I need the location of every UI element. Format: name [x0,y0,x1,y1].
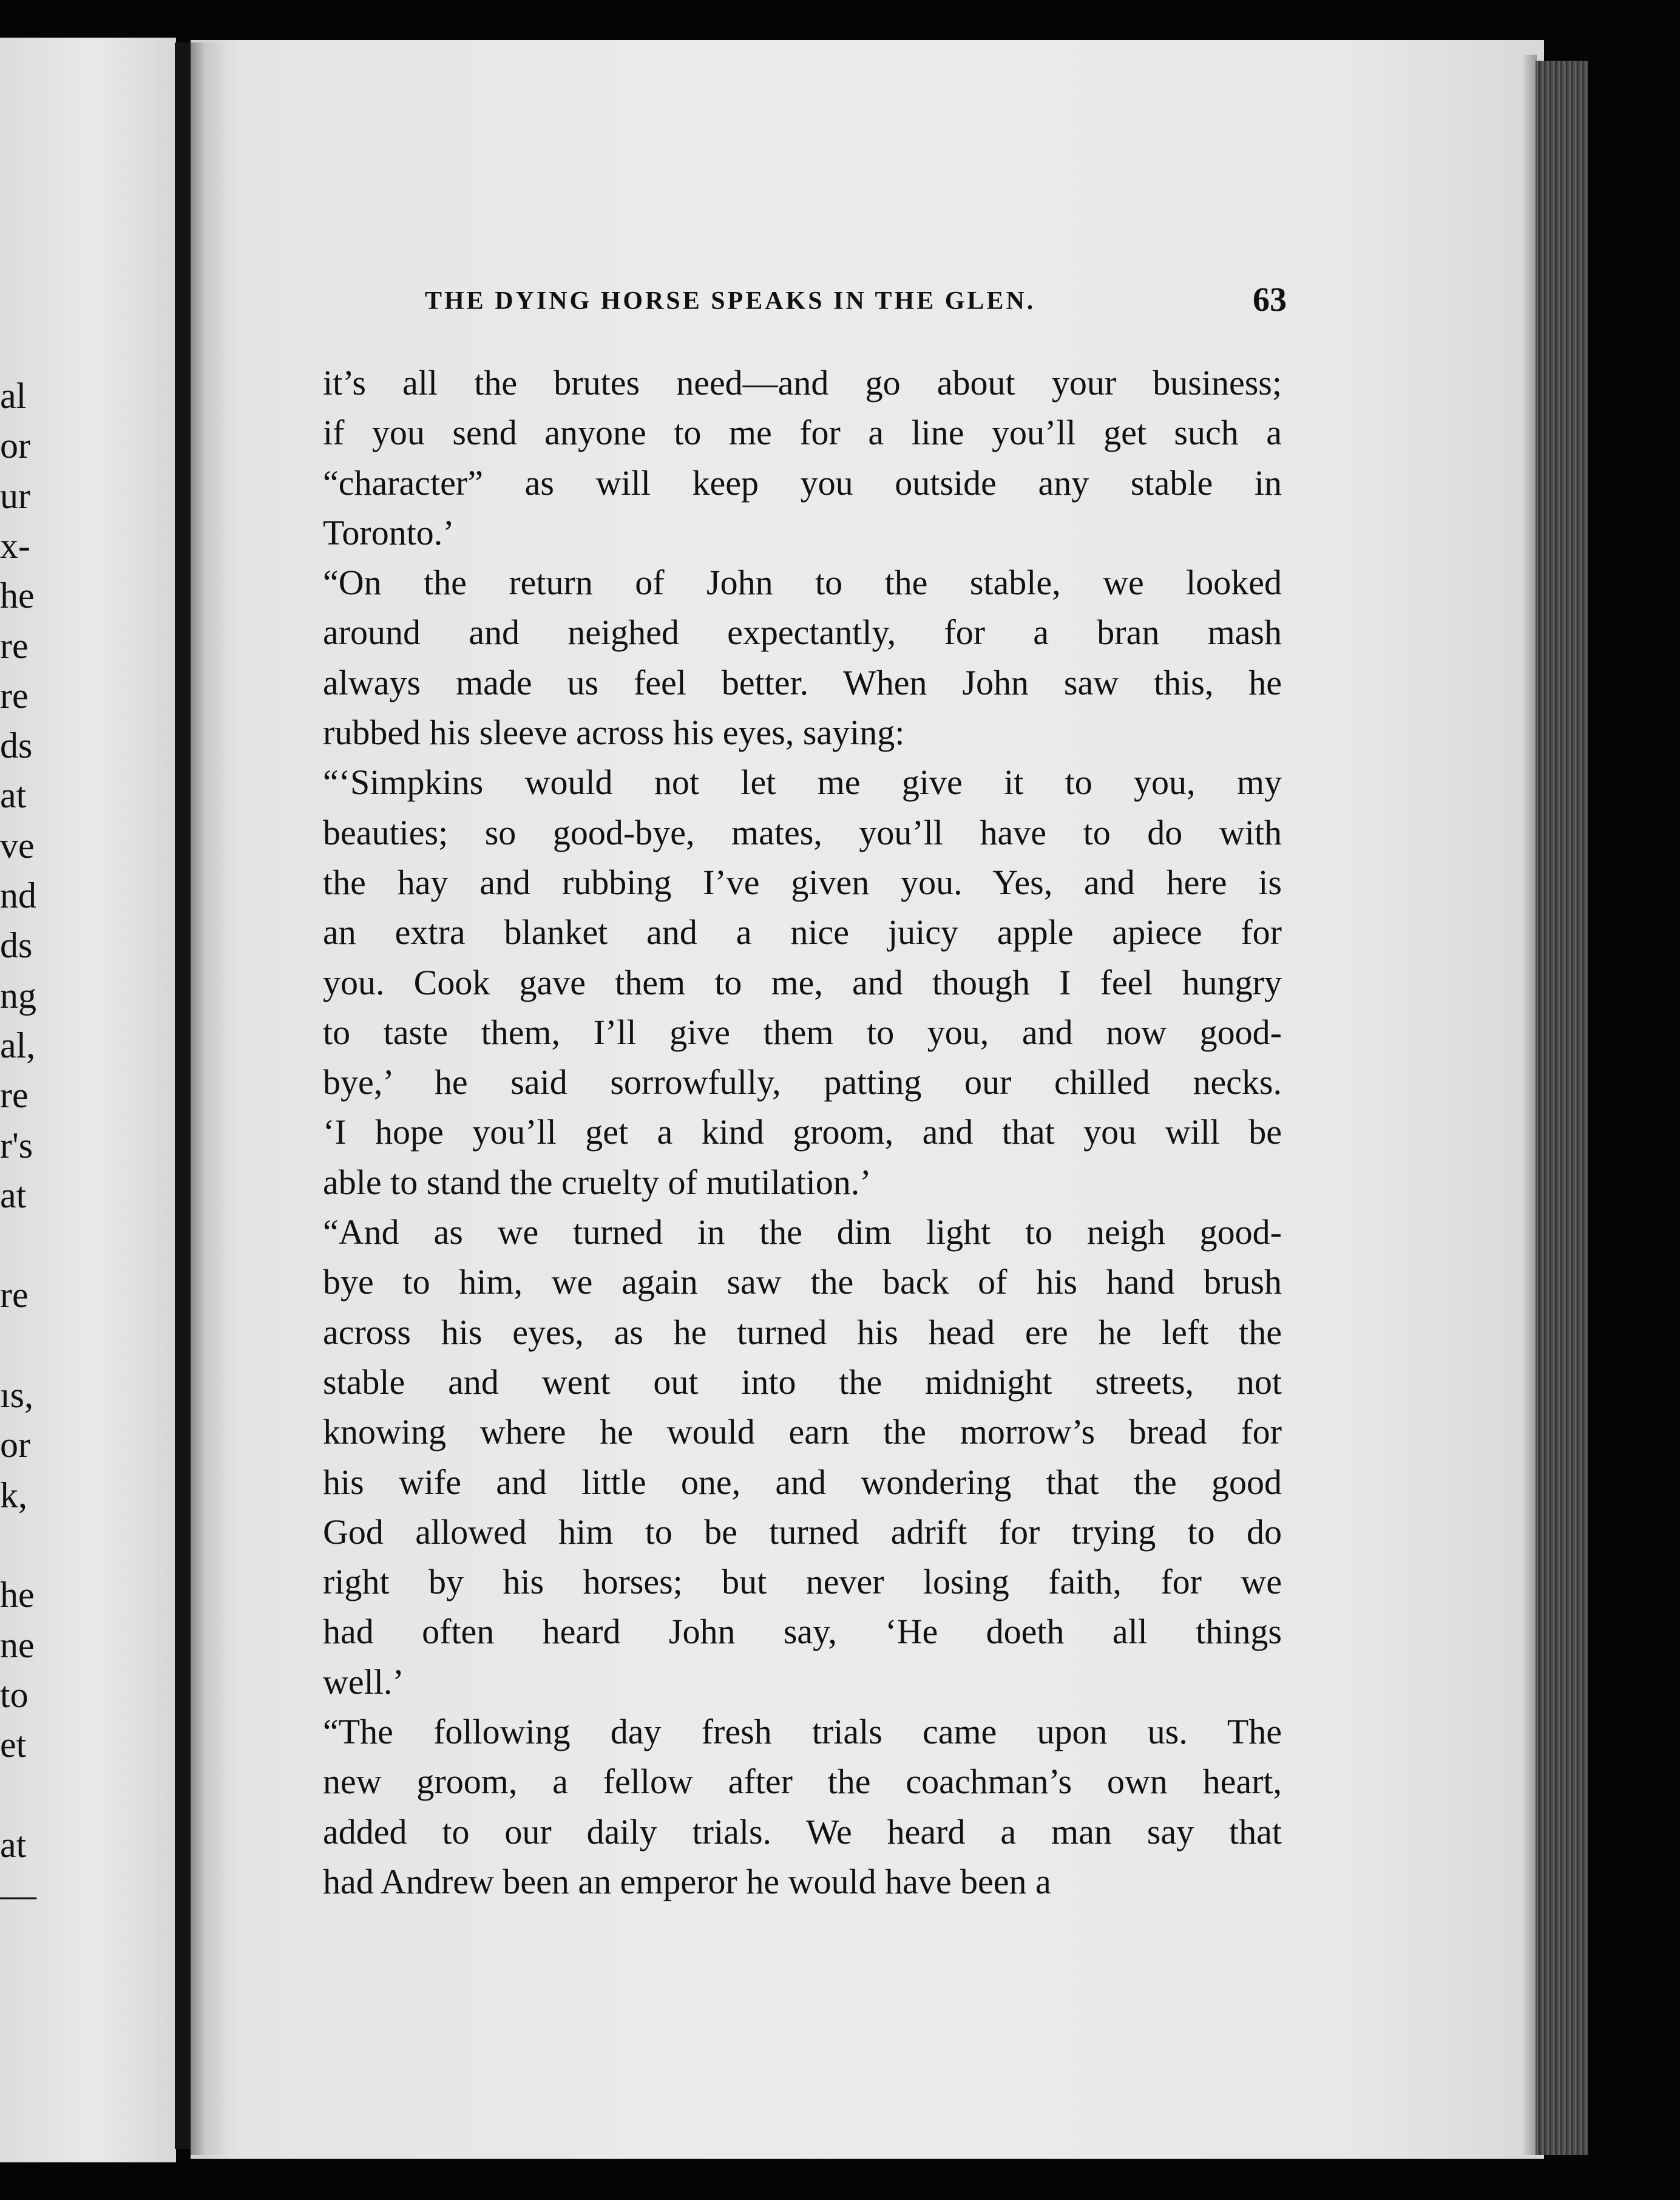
facing-page-text-fragments [0,38,176,2162]
facing-page-fragment: ur [0,475,30,516]
text-line: new groom, a fellow after the coachman’s own heart, [323,1762,1282,1802]
facing-page-fragment: nd [0,875,36,915]
facing-page-fragment: ne [0,1625,35,1665]
text-line: it’s all the brutes need—and go about your business; [323,363,1282,402]
facing-page-fragment: to [0,1674,29,1715]
facing-page-fragment: ng [0,975,36,1016]
text-line: rubbed his sleeve across his eyes, saying: [323,713,905,753]
running-header [425,280,1287,317]
page-edge-margin [1523,55,1537,2155]
gutter-shadow [191,42,227,2155]
text-line: “And as we turned in the dim light to neigh good- [323,1212,1282,1252]
facing-page-fragment: ds [0,725,33,766]
text-line: able to stand the cruelty of mutilation.’ [323,1162,872,1202]
body-text [323,358,1282,1907]
facing-page [0,38,176,2162]
facing-page-fragment: at [0,775,27,816]
text-line: bye to him, we again saw the back of his hand brush [323,1262,1282,1302]
text-line: God allowed him to be turned adrift for trying to do [323,1512,1282,1552]
text-line: well.’ [323,1662,404,1702]
facing-page-fragment: k, [0,1475,27,1515]
text-line: an extra blanket and a nice juicy apple apiece for [323,912,1282,952]
text-line: you. Cook gave them to me, and though I feel hungry [323,962,1282,1002]
text-line: across his eyes, as he turned his head ere he left the [323,1312,1282,1352]
facing-page-fragment: at [0,1175,27,1215]
text-line: bye,’ he said sorrowfully, patting our chilled necks. [323,1062,1282,1102]
facing-page-fragment: or [0,1425,30,1465]
facing-page-fragment: al, [0,1025,36,1065]
text-line: Toronto.’ [323,512,455,552]
text-line: stable and went out into the midnight streets, not [323,1362,1282,1402]
page-number: 63 [1253,281,1287,319]
text-line: ‘I hope you’ll get a kind groom, and that you will be [323,1112,1282,1152]
text-line: “The following day fresh trials came upon us. The [323,1712,1282,1752]
text-line: “character” as will keep you outside any stable in [323,463,1282,503]
text-line: always made us feel better. When John saw this, he [323,662,1282,702]
facing-page-fragment: r's [0,1125,33,1166]
facing-page-fragment: re [0,675,29,716]
text-line: had often heard John say, ‘He doeth all things [323,1612,1282,1652]
facing-page-fragment: re [0,625,29,666]
text-line: had Andrew been an emperor he would have been a [323,1861,1051,1901]
text-line: knowing where he would earn the morrow’s bread for [323,1412,1282,1452]
facing-page-fragment: he [0,1575,35,1615]
facing-page-fragment: ıs, [0,1375,34,1415]
text-line: “‘Simpkins would not let me give it to you, my [323,762,1282,803]
text-line: if you send anyone to me for a line you’ll get such a [323,413,1282,453]
facing-page-fragment: et [0,1725,27,1765]
text-line: “On the return of John to the stable, we looked [323,563,1282,603]
facing-page-fragment: ds [0,925,33,966]
facing-page-fragment: — [0,1875,36,1915]
facing-page-fragment: re [0,1275,29,1316]
text-line: added to our daily trials. We heard a man say that [323,1811,1282,1852]
facing-page-fragment: ve [0,825,35,866]
facing-page-fragment: at [0,1824,27,1865]
facing-page-fragment: or [0,426,30,466]
facing-page-fragment: re [0,1075,29,1116]
text-line: around and neighed expectantly, for a bran mash [323,613,1282,653]
text-line: right by his horses; but never losing faith, for we [323,1562,1282,1602]
text-line: to taste them, I’ll give them to you, and now good- [323,1012,1282,1052]
text-line: his wife and little one, and wondering that the good [323,1462,1282,1502]
book-gutter [175,42,191,2149]
facing-page-fragment: he [0,575,35,616]
text-line: beauties; so good-bye, mates, you’ll have to do with [323,812,1282,852]
running-head-title: THE DYING HORSE SPEAKS IN THE GLEN. [425,287,1036,315]
page-block-edge [1536,61,1588,2155]
facing-page-fragment: x- [0,525,30,566]
facing-page-fragment: al [0,376,27,416]
text-line: the hay and rubbing I’ve given you. Yes, and here is [323,862,1282,902]
